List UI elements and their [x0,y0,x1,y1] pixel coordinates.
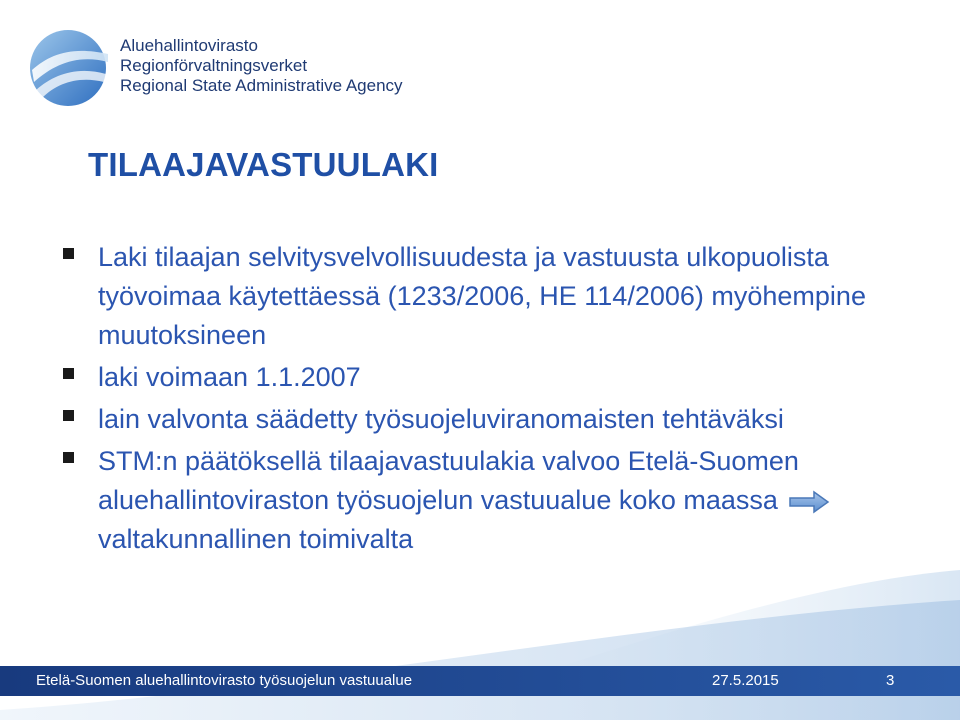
slide-title: TILAAJAVASTUULAKI [88,146,439,183]
bullet-text: laki voimaan 1.1.2007 [98,362,361,392]
bullet-list [60,238,940,562]
square-bullet-icon [63,452,74,463]
bullet-item [60,400,940,439]
bullet-text: STM:n päätöksellä tilaajavastuulakia valvoo Etelä-Suomen aluehallintoviraston työsuojelun vastuualue koko maassa [98,446,799,515]
org-name-en: Regional State Administrative Agency [120,76,403,95]
bullet-text-after-arrow: valtakunnallinen toimivalta [98,524,414,554]
bullet-text: Laki tilaajan selvitysvelvollisuudesta ja vastuusta ulkopuolista työvoimaa käytettäessä (1233/2006, HE 114/2006) myöhempine muutoksineen [98,242,866,350]
square-bullet-icon [63,368,74,379]
right-arrow-icon [788,490,830,514]
decorative-waves [0,560,960,720]
avi-logo-icon [26,24,112,110]
org-names [120,36,403,96]
bullet-item [60,238,940,355]
footer-org-text: Etelä-Suomen aluehallintovirasto työsuojelun vastuualue [36,672,413,689]
footer-page-number: 3 [886,672,895,689]
bullet-text: lain valvonta säädetty työsuojeluviranomaisten tehtäväksi [98,404,784,434]
square-bullet-icon [63,248,74,259]
bullet-item [60,358,940,397]
square-bullet-icon [63,410,74,421]
footer-date: 27.5.2015 [712,672,779,689]
org-name-sv: Regionförvaltningsverket [120,56,308,75]
bullet-item [60,442,940,559]
org-name-fi: Aluehallintovirasto [120,36,258,55]
